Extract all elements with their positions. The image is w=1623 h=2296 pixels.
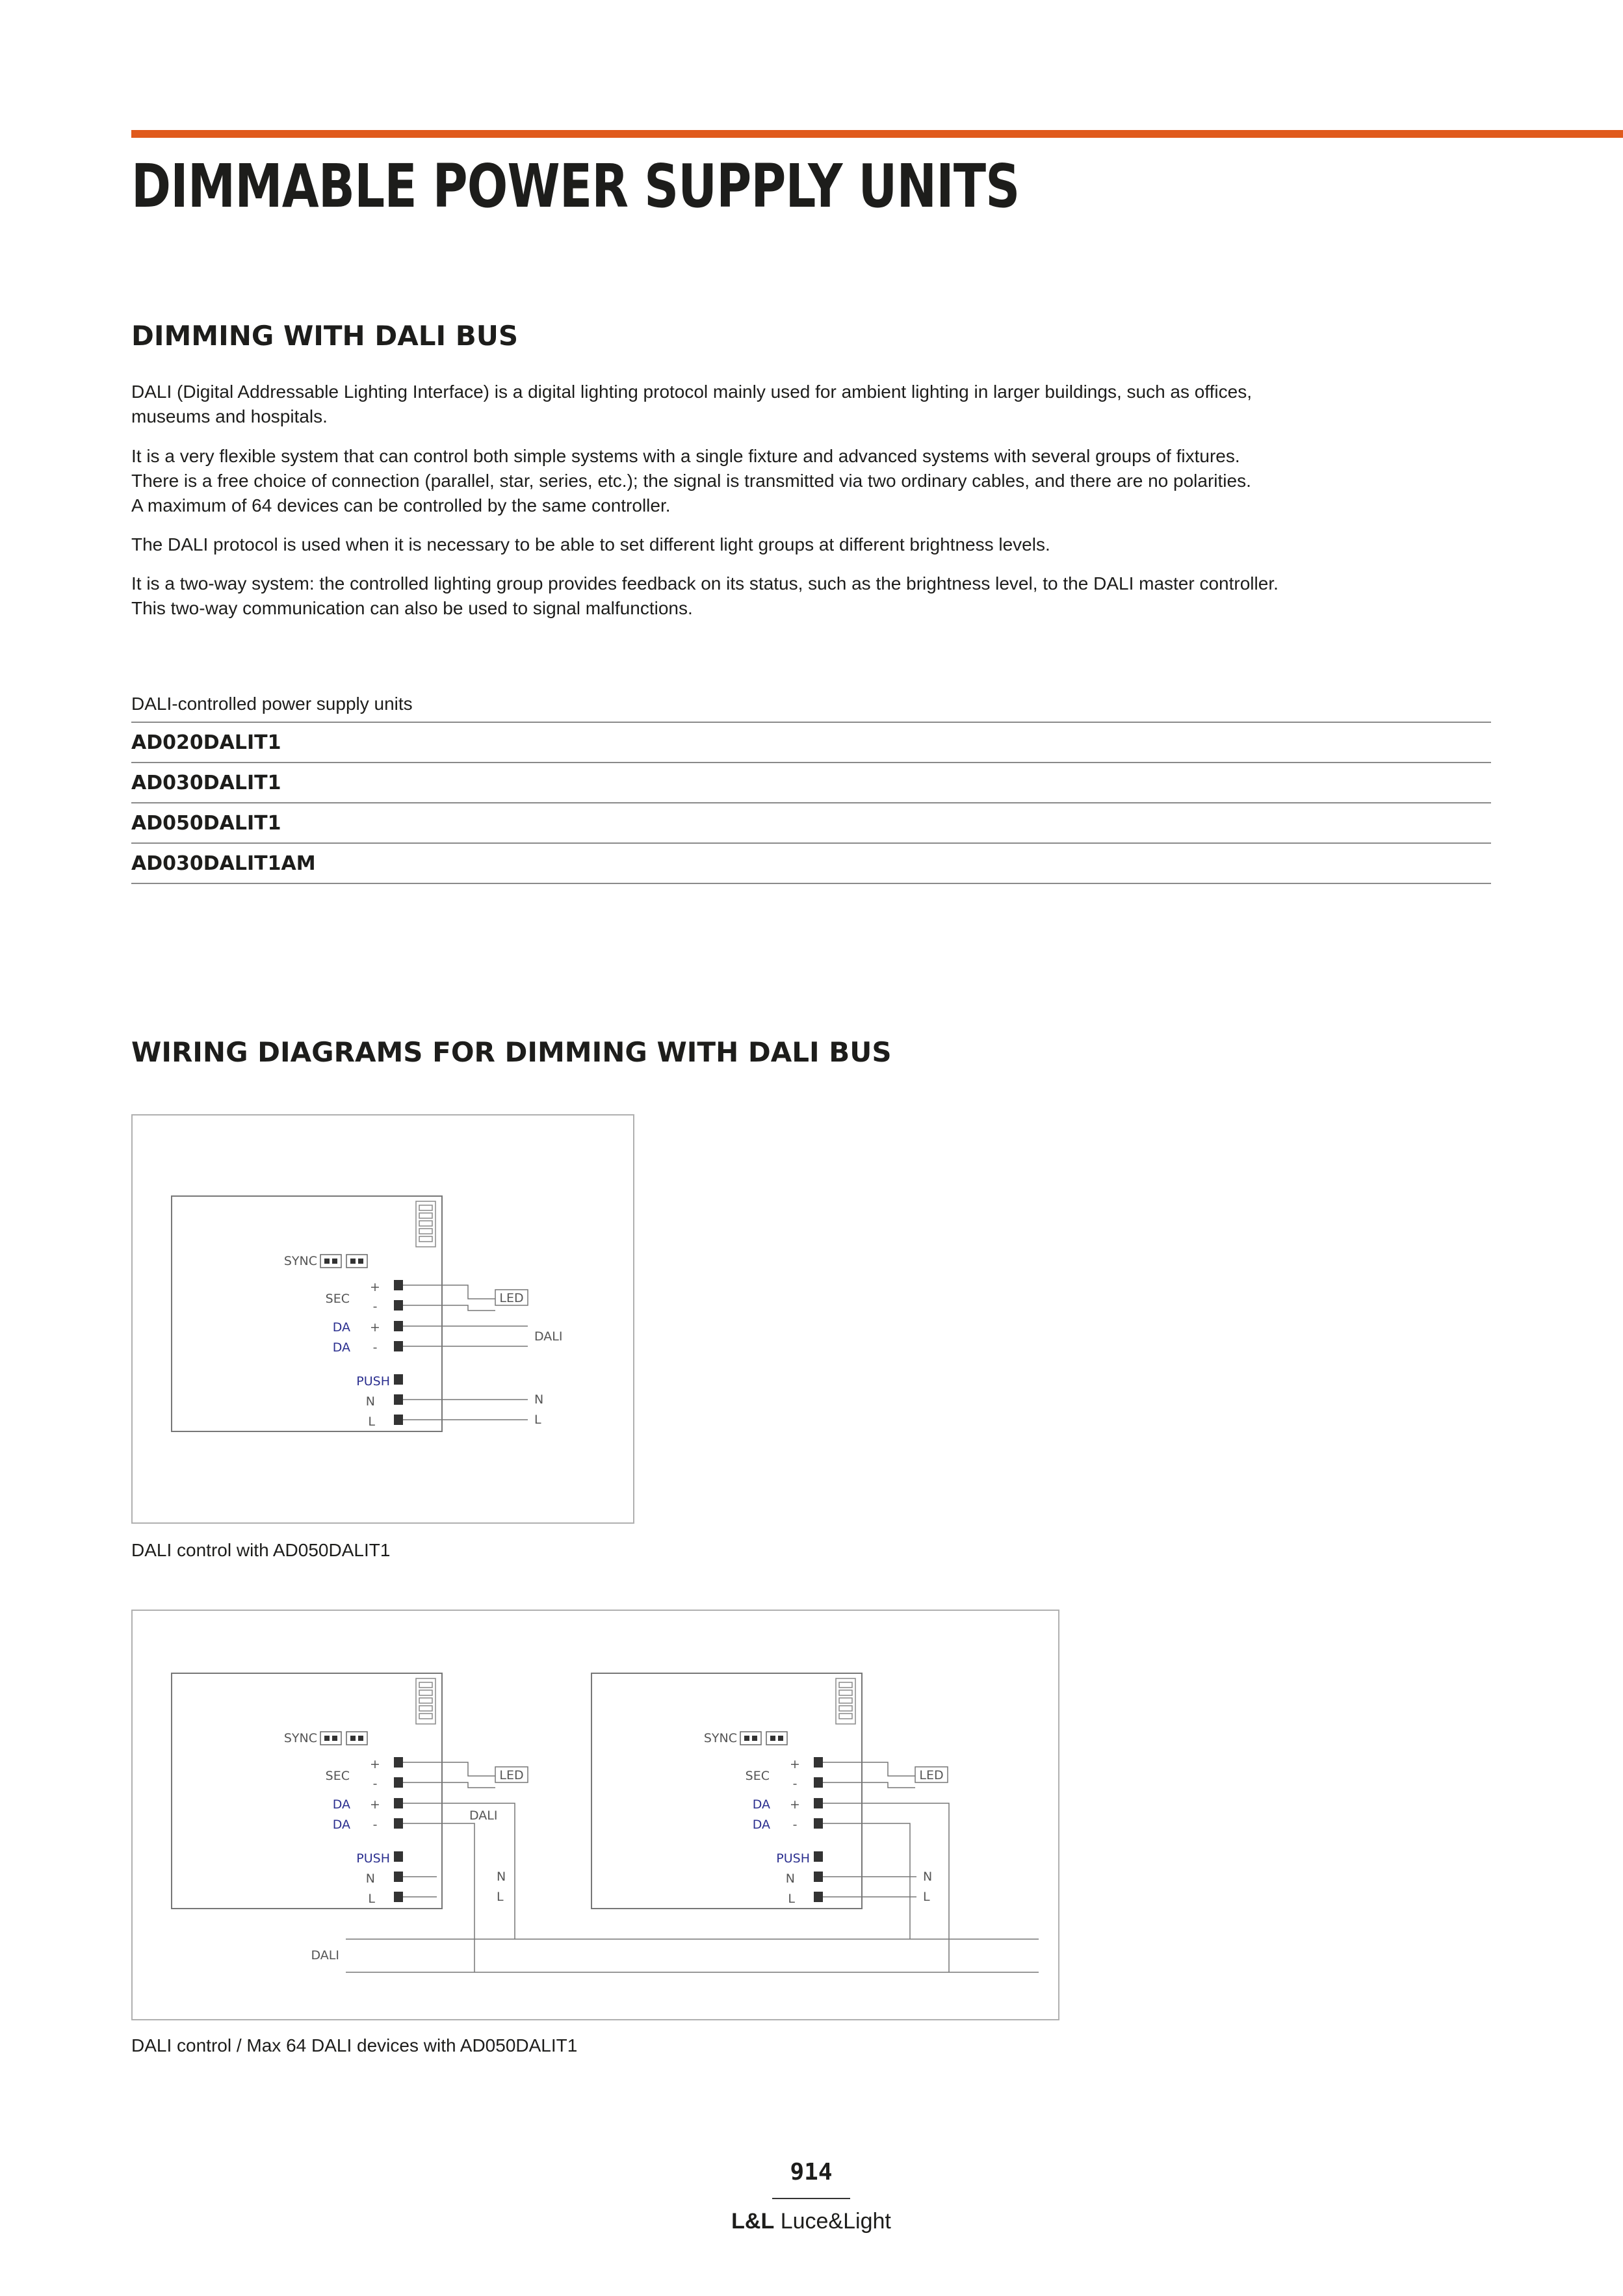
sec-minus-label: - (792, 1777, 798, 1791)
sync-label: SYNC (283, 1254, 317, 1268)
sec-plus-label: + (370, 1280, 380, 1294)
led-label: LED (919, 1768, 944, 1782)
product-row: AD030DALIT1AM (131, 844, 1491, 884)
da-plus-label: + (370, 1320, 380, 1335)
n-supply-label: N (497, 1870, 506, 1884)
brand-name: Luce&Light (780, 2209, 891, 2234)
wires (403, 1762, 515, 1972)
da-label: DA (332, 1818, 350, 1832)
sec-plus-label: + (790, 1757, 800, 1771)
sync-label: SYNC (703, 1731, 737, 1745)
sec-minus-label: - (372, 1777, 378, 1791)
l-terminal-label: L (368, 1892, 375, 1906)
product-row: AD050DALIT1 (131, 803, 1491, 844)
n-supply-label: N (923, 1870, 933, 1884)
led-label: LED (499, 1768, 524, 1782)
sec-label: SEC (325, 1292, 350, 1306)
diagram-caption: DALI control / Max 64 DALI devices with AD050DALIT1 (131, 2035, 578, 2055)
push-label: PUSH (356, 1851, 390, 1866)
sec-label: SEC (325, 1769, 350, 1783)
diagram-caption: DALI control with AD050DALIT1 (131, 1540, 391, 1560)
top-accent-rule (131, 130, 1623, 138)
dali-label: DALI (469, 1808, 498, 1823)
da-label: DA (752, 1797, 770, 1812)
sync-jumper-icon (320, 1255, 367, 1268)
da-plus-label: + (370, 1797, 380, 1812)
wiring-heading: WIRING DIAGRAMS FOR DIMMING WITH DALI BUS (131, 1036, 892, 1068)
terminal-blocks (814, 1757, 823, 1902)
psu-unit-2 (591, 1673, 949, 1972)
l-supply-label: L (534, 1413, 541, 1427)
products-table (131, 722, 1491, 884)
da-label: DA (752, 1818, 770, 1832)
da-minus-label: - (372, 1340, 378, 1355)
wires (823, 1762, 949, 1972)
l-supply-label: L (497, 1890, 504, 1904)
n-terminal-label: N (365, 1394, 375, 1409)
dip-switch-icon (836, 1678, 855, 1724)
sync-jumper-icon (320, 1732, 367, 1745)
wiring-diagram-multiple (131, 1610, 1059, 2020)
page-title: DIMMABLE POWER SUPPLY UNITS (131, 151, 1020, 221)
dip-switch-icon (416, 1201, 435, 1247)
intro-heading: DIMMING WITH DALI BUS (131, 320, 519, 352)
push-label: PUSH (356, 1374, 390, 1389)
sec-minus-label: - (372, 1299, 378, 1314)
da-label: DA (332, 1797, 350, 1812)
da-minus-label: - (792, 1818, 798, 1832)
sec-plus-label: + (370, 1757, 380, 1771)
sec-label: SEC (745, 1769, 770, 1783)
wiring-diagram-single (131, 1114, 634, 1524)
sync-jumper-icon (740, 1732, 787, 1745)
push-label: PUSH (776, 1851, 810, 1866)
dali-bus-lines (346, 1939, 1039, 1972)
l-terminal-label: L (368, 1415, 375, 1429)
intro-paragraph: It is a very flexible system that can control both simple systems with a single fixture and advanced systems with several groups of fixtures. There is a free choice of connection (parallel, star, series, etc.); the signal is transmitted via two ordinary cables, and there are no polarities. A maximum of 64 devices can be controlled by the same controller. (131, 446, 1251, 515)
wiring-diagram-single-drawing (133, 1115, 633, 1522)
da-minus-label: - (372, 1818, 378, 1832)
sync-label: SYNC (283, 1731, 317, 1745)
l-terminal-label: L (788, 1892, 795, 1906)
da-plus-label: + (790, 1797, 800, 1812)
brand-logo (715, 2207, 907, 2236)
da-label: DA (332, 1340, 350, 1355)
page-number: 914 (790, 2159, 833, 2185)
led-label: LED (499, 1291, 524, 1305)
intro-paragraph: It is a two-way system: the controlled lighting group provides feedback on its status, such as the brightness level, to the DALI master controller. This two-way communication can also be used to signal malfunctions. (131, 573, 1279, 618)
product-row: AD030DALIT1 (131, 763, 1491, 803)
brand-bold: L&L (731, 2209, 775, 2234)
n-supply-label: N (534, 1392, 544, 1407)
intro-paragraph: DALI (Digital Addressable Lighting Interface) is a digital lighting protocol mainly used for ambient lighting in larger buildings, such as offices, museums and hospitals. (131, 382, 1252, 426)
product-row: AD020DALIT1 (131, 723, 1491, 763)
n-terminal-label: N (365, 1872, 375, 1886)
footer-rule (772, 2198, 850, 2199)
dip-switch-icon (416, 1678, 435, 1724)
dali-label: DALI (534, 1329, 563, 1344)
n-terminal-label: N (785, 1872, 795, 1886)
wiring-diagram-multiple-drawing (133, 1611, 1058, 2019)
intro-paragraph: The DALI protocol is used when it is necessary to be able to set different light groups at different brightness levels. (131, 534, 1050, 554)
l-supply-label: L (923, 1890, 930, 1904)
products-caption: DALI-controlled power supply units (131, 694, 413, 714)
da-label: DA (332, 1320, 350, 1335)
psu-unit-1 (172, 1673, 528, 1972)
terminal-blocks (394, 1280, 403, 1425)
dali-bus-label: DALI (311, 1948, 339, 1963)
terminal-blocks (394, 1757, 403, 1902)
